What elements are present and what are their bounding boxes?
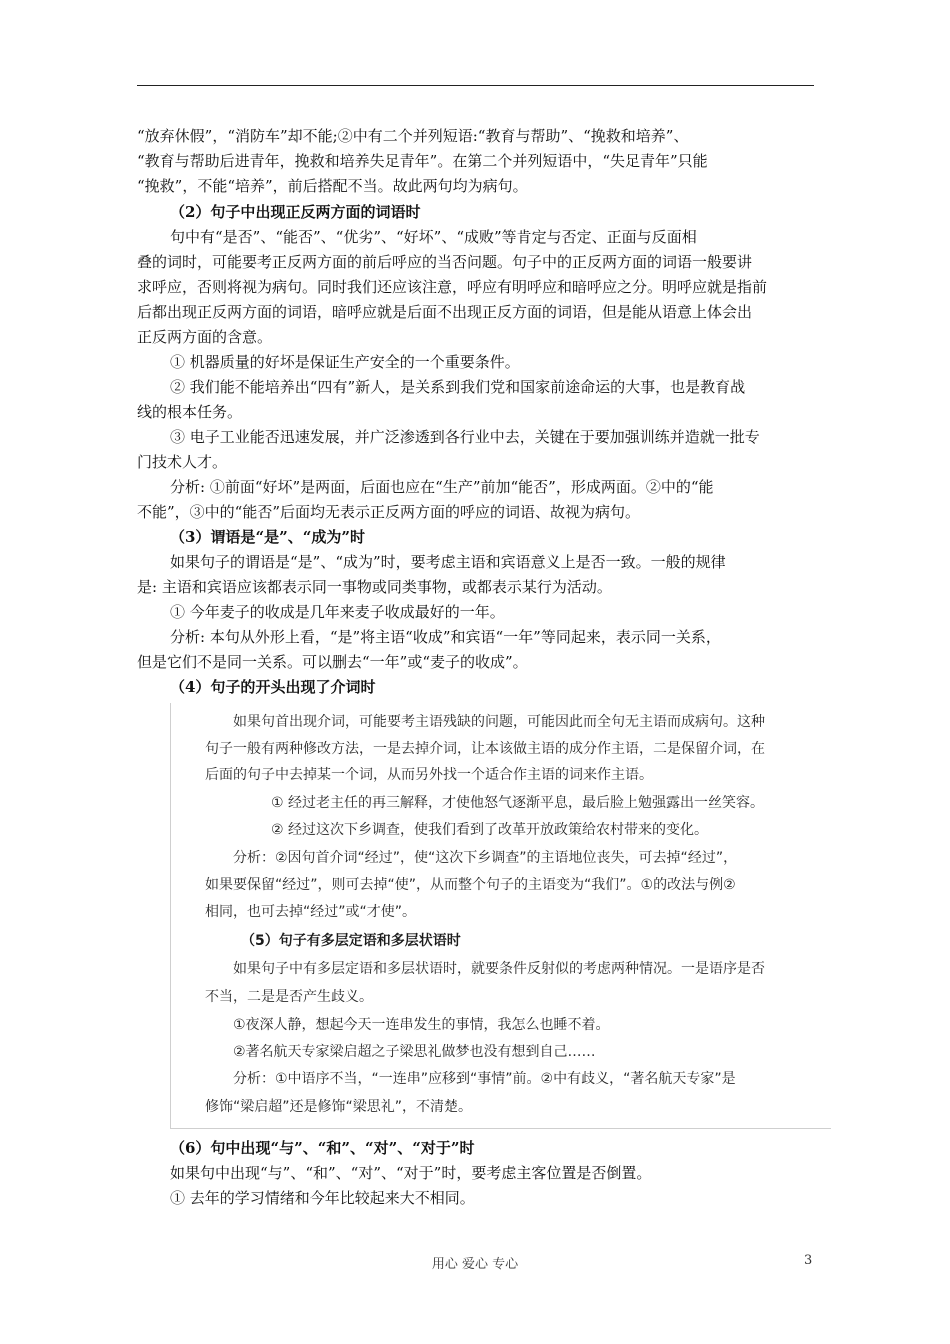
- body-line: “挽救”，不能“培养”，前后搭配不当。故此两句均为病句。: [137, 177, 528, 195]
- body-line: 不能”，③中的“能否”后面均无表示正反两方面的呼应的词语、故视为病句。: [137, 503, 641, 521]
- body-line: 句子一般有两种修改方法，一是去掉介词，让本该做主语的成分作主语，二是保留介词，在: [205, 741, 765, 757]
- example-line: ① 去年的学习情绪和今年比较起来大不相同。: [170, 1189, 475, 1207]
- embedded-scan-block: [170, 703, 831, 1129]
- body-line: 如果句子中有多层定语和多层状语时，就要条件反射似的考虑两种情况。一是语序是否: [233, 961, 765, 977]
- example-line: ① 机器质量的好坏是保证生产安全的一个重要条件。: [170, 353, 520, 371]
- section-heading: （3）谓语是“是”、“成为”时: [170, 528, 365, 546]
- body-line: 如果句中出现“与”、“和”、“对”、“对于”时，要考虑主客位置是否倒置。: [170, 1164, 652, 1182]
- page-number: 3: [804, 1253, 813, 1268]
- section-heading: （6）句中出现“与”、“和”、“对”、“对于”时: [170, 1139, 475, 1157]
- example-line: ②著名航天专家梁启超之子梁思礼做梦也没有想到自己……: [233, 1044, 596, 1060]
- page-footer: 用心 爱心 专心: [431, 1257, 519, 1272]
- body-line: 正反两方面的含意。: [137, 328, 273, 346]
- body-line: 后都出现正反两方面的词语，暗呼应就是后面不出现正反方面的词语，但是能从语意上体会出: [137, 303, 753, 321]
- analysis-line: 分析: ①前面“好坏”是两面，后面也应在“生产”前加“能否”，形成两面。②中的“能: [170, 478, 714, 496]
- analysis-line: 分析：①中语序不当，“一连串”应移到“事情”前。②中有歧义，“著名航天专家”是: [233, 1071, 736, 1087]
- body-line: “教育与帮助后进青年，挽救和培养失足青年”。在第二个并列短语中，“失足青年”只能: [137, 152, 708, 170]
- body-line: “放弃休假”，“消防车”却不能;②中有二个并列短语:“教育与帮助”、“挽救和培养”、: [137, 127, 689, 145]
- body-line: 线的根本任务。: [137, 403, 243, 421]
- body-line: 句中有“是否”、“能否”、“优劣”、“好坏”、“成败”等肯定与否定、正面与反面相: [170, 228, 697, 246]
- body-line: 后面的句子中去掉某一个词，从而另外找一个适合作主语的词来作主语。: [205, 767, 653, 783]
- body-line: 但是它们不是同一关系。可以删去“一年”或“麦子的收成”。: [137, 653, 528, 671]
- body-line: 如果句首出现介词，可能要考主语残缺的问题，可能因此而全句无主语而成病句。这种: [233, 714, 765, 730]
- section-heading: （5）句子有多层定语和多层状语时: [241, 933, 461, 949]
- example-line: ② 经过这次下乡调查，使我们看到了改革开放政策给农村带来的变化。: [271, 822, 708, 838]
- body-line: 是: 主语和宾语应该都表示同一事物或同类事物，或都表示某行为活动。: [137, 578, 612, 596]
- body-line: 不当，二是是否产生歧义。: [205, 989, 373, 1005]
- example-line: ① 经过老主任的再三解释，才使他怒气逐渐平息，最后脸上勉强露出一丝笑容。: [271, 795, 764, 811]
- analysis-line: 相同，也可去掉“经过”或“才使”。: [205, 904, 417, 920]
- example-line: ② 我们能不能培养出“四有”新人，是关系到我们党和国家前途命运的大事，也是教育战: [170, 378, 746, 396]
- body-line: 求呼应，否则将视为病句。同时我们还应该注意，呼应有明呼应和暗呼应之分。明呼应就是指前: [137, 278, 768, 296]
- example-line: ③ 电子工业能否迅速发展，并广泛渗透到各行业中去，关键在于要加强训练并造就一批专: [170, 428, 760, 446]
- body-line: 门技术人才。: [137, 453, 228, 471]
- body-line: 叠的词时，可能要考正反两方面的前后呼应的当否问题。句子中的正反两方面的词语一般要讲: [137, 253, 753, 271]
- header-rule: [137, 85, 814, 86]
- analysis-line: 分析：②因句首介词“经过”，使“这次下乡调查”的主语地位丧失，可去掉“经过”，: [233, 850, 738, 866]
- example-line: ① 今年麦子的收成是几年来麦子收成最好的一年。: [170, 603, 505, 621]
- example-line: ①夜深人静，想起今天一连串发生的事情，我怎么也睡不着。: [233, 1017, 610, 1033]
- section-heading: （4）句子的开头出现了介词时: [170, 678, 376, 696]
- body-line: 如果句子的谓语是“是”、“成为”时，要考虑主语和宾语意义上是否一致。一般的规律: [170, 553, 726, 571]
- analysis-line: 修饰“梁启超”还是修饰“梁思礼”，不清楚。: [205, 1099, 473, 1115]
- analysis-line: 分析: 本句从外形上看，“是”将主语“收成”和宾语“一年”等同起来，表示同一关系，: [170, 628, 721, 646]
- analysis-line: 如果要保留“经过”，则可去掉“使”，从而整个句子的主语变为“我们”。①的改法与例②: [205, 877, 736, 893]
- section-heading: （2）句子中出现正反两方面的词语时: [170, 203, 421, 221]
